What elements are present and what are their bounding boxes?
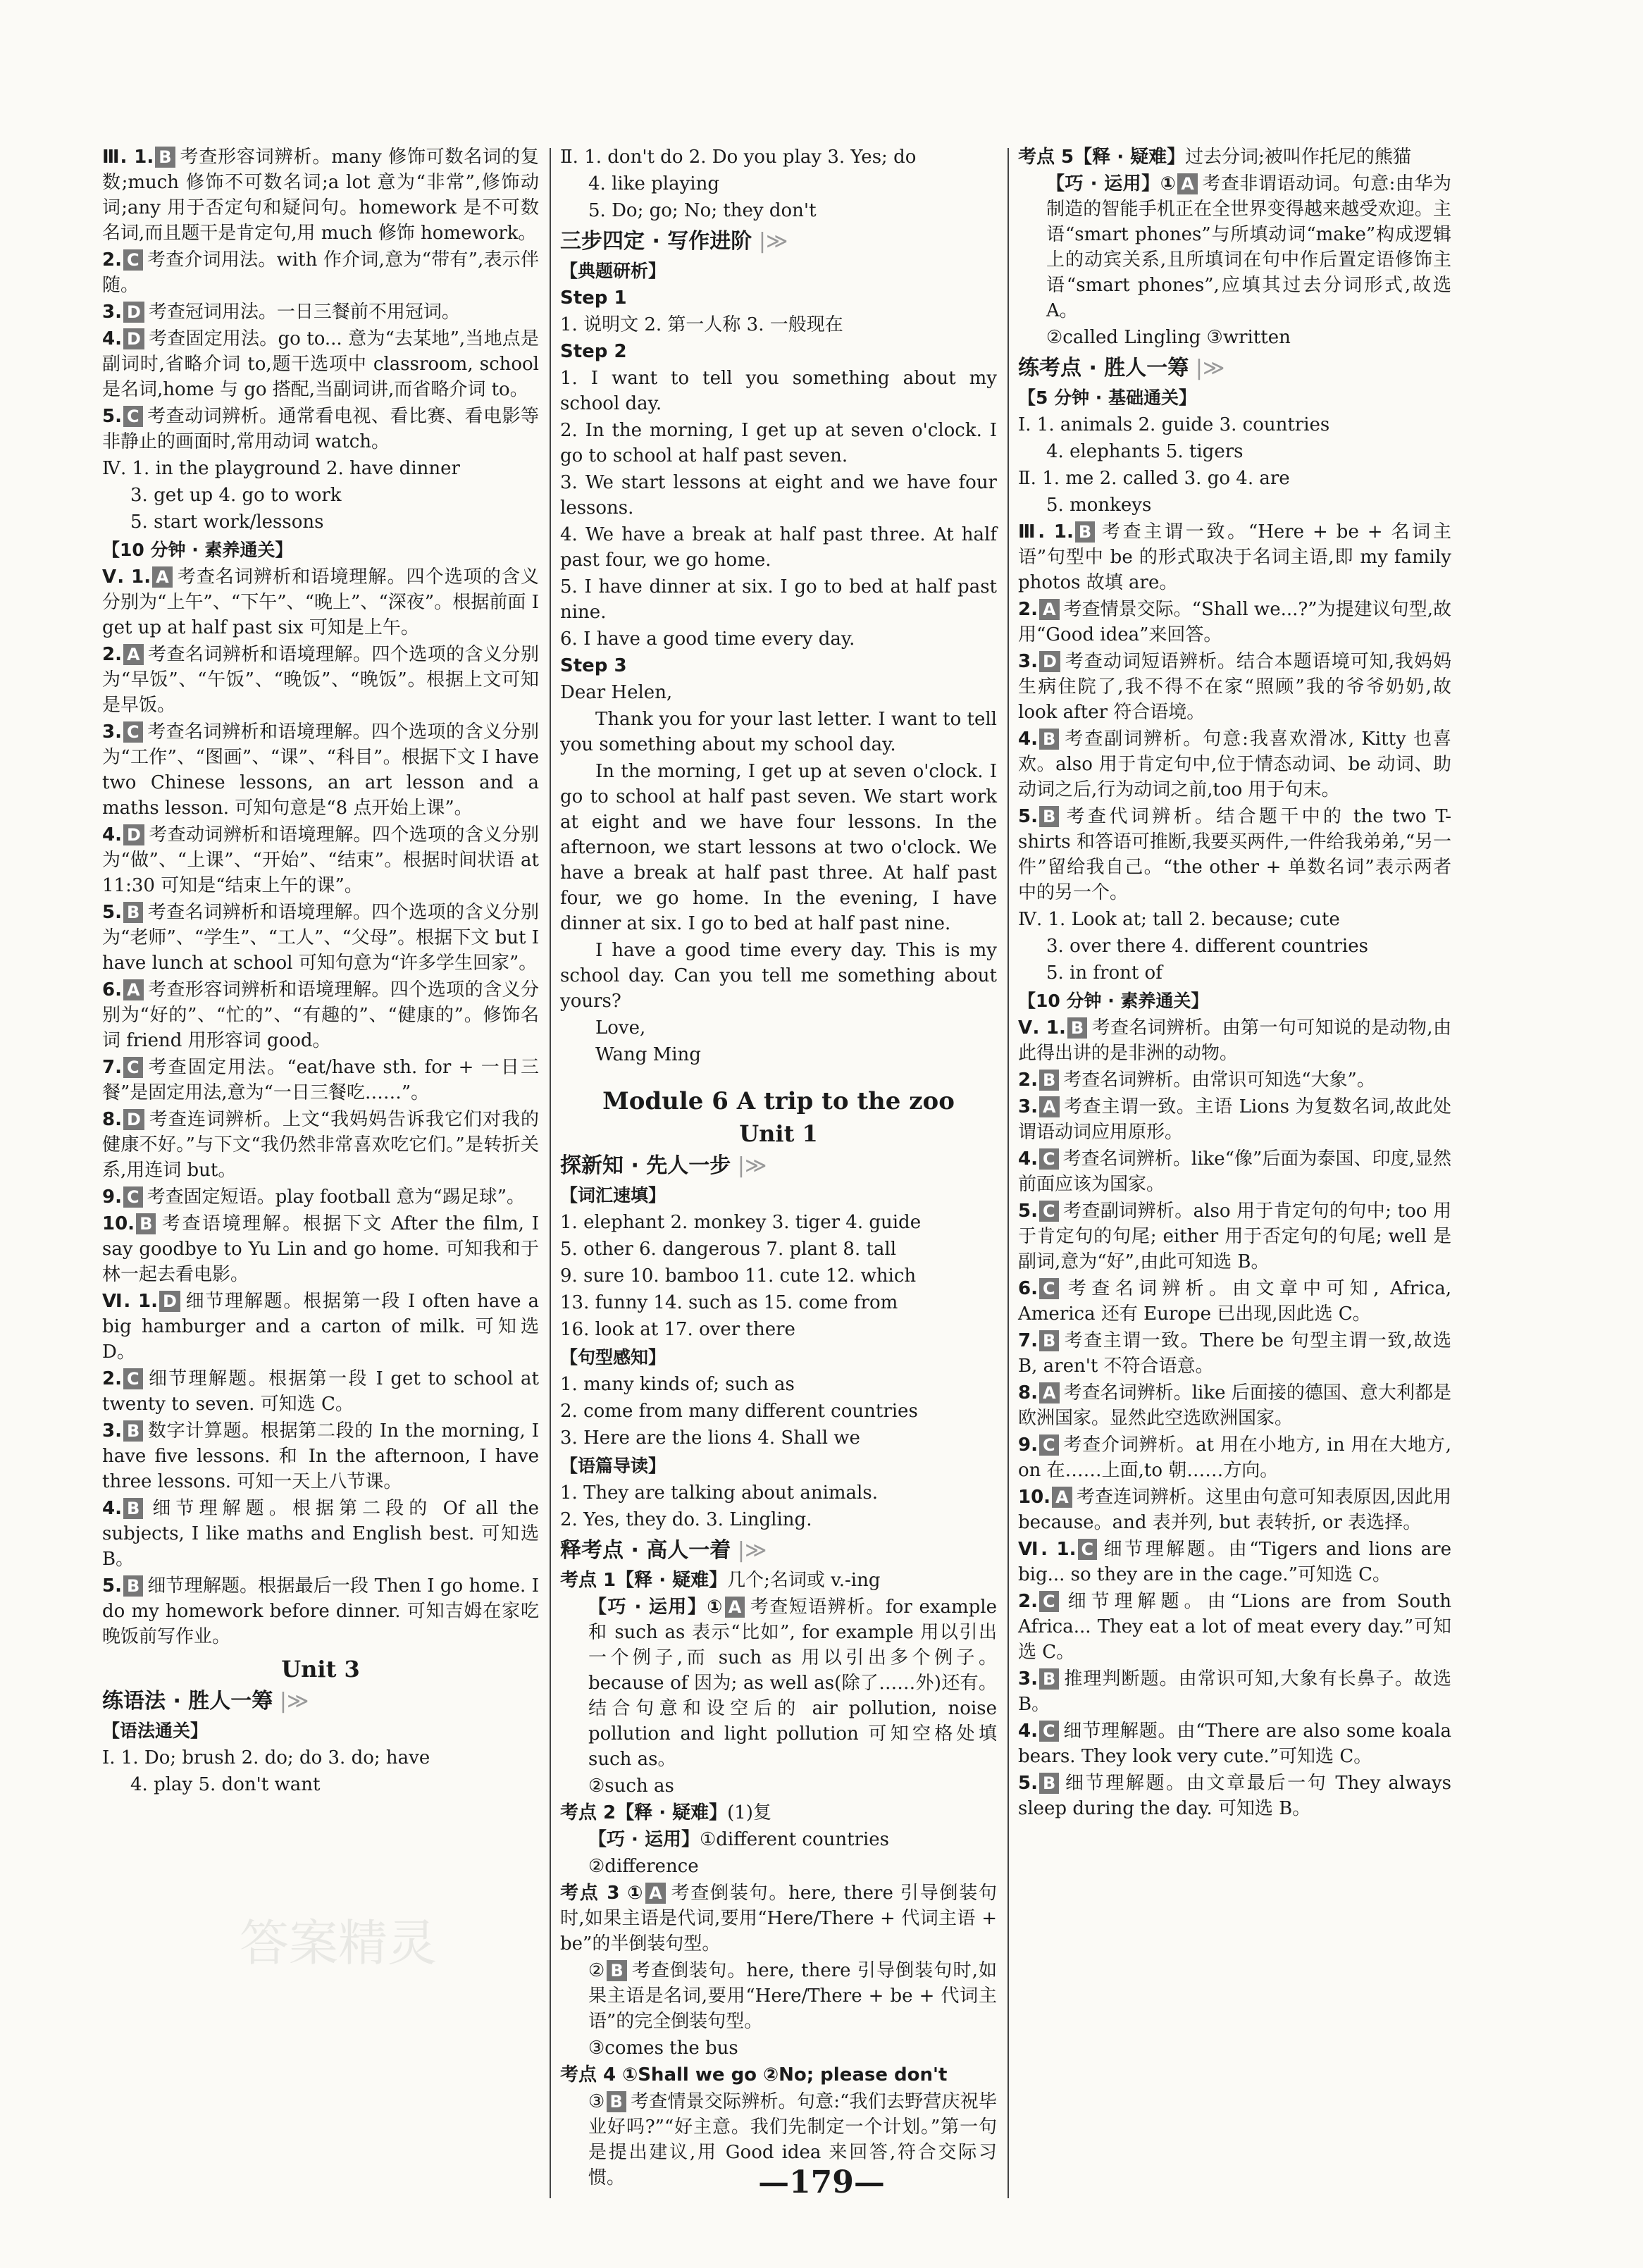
answer-item [1018,804,1451,905]
item-number: Ⅵ. 1. [102,1291,158,1312]
answer-item [1018,1589,1451,1665]
answer-explanation: 考查主谓一致。“Here + be + 名词主语”句型中 be 的形式取决于名词主语,即 my family photos 故填 are。 [1018,521,1451,593]
answer-explanation: 考查主谓一致。主语 Lions 为复数名词,故此处谓语动词应用原形。 [1018,1096,1451,1143]
answer-choice-box: A [152,566,173,588]
watermark: 答案精灵 [240,1914,437,1972]
answer-text: ①different countries [699,1829,890,1850]
answer-choice-box: C [1039,1148,1059,1170]
answer-choice-box: C [1039,1434,1059,1456]
answer-choice-box: B [1039,729,1059,750]
answer-line: Ⅳ. 1. in the playground 2. have dinner [102,458,460,479]
step-label: Step 3 [560,655,627,676]
answer-explanation: 考查名词辨析。like 后面接的德国、意大利都是欧洲国家。显然此空选欧洲国家。 [1018,1382,1451,1429]
answer-item [1018,1537,1451,1587]
answer-item [102,564,539,640]
section-bracket: 【10 分钟 · 素养通关】 [102,540,293,560]
section-heading: 练考点 · 胜人一筹 |≫ [1018,356,1451,381]
answer-line: Ⅱ. 1. me 2. called 3. go 4. are [1018,468,1290,489]
answer-item [102,247,539,298]
answer-line: 2. Yes, they do. 3. Lingling. [560,1509,812,1530]
item-number: 7. [1018,1330,1038,1351]
answer-item [1018,1015,1451,1066]
answer-text: 过去分词;被叫作托尼的熊猫 [1185,147,1411,168]
answer-explanation: 数字计算题。根据第二段的 In the morning, I have five lessons. 和 In the afternoon, I have three lessons. 可知一天上八节课。 [102,1420,539,1492]
letter-closing: Love, [595,1017,646,1039]
item-number: 3. [1018,1096,1038,1117]
answer-choice-box: D [123,328,144,349]
item-number: Ⅴ. 1. [102,566,151,588]
kaodian-label: 【巧 · 运用】① [588,1597,724,1618]
answer-line: 3. Here are the lions 4. Shall we [560,1427,860,1449]
answer-line: 16. look at 17. over there [560,1319,795,1340]
answer-line: Ⅳ. 1. Look at; tall 2. because; cute [1018,909,1340,930]
item-number: 4. [1018,1148,1038,1170]
item-number: 3. [102,721,122,743]
answer-explanation: 细节理解题。由“There are also some koala bears. They look very cute.”可知选 C。 [1018,1721,1451,1767]
answer-item [102,326,539,402]
answer-explanation: 细节理解题。根据第二段的 Of all the subjects, I like maths and English best. 可知选 B。 [102,1498,539,1570]
answer-explanation: 考查代词辨析。结合题干中的 the two T-shirts 和答语可推断,我要买两件,一件给我弟弟,“另一件”留给我自己。“the other + 单数名词”表示两者中的另一个。 [1018,806,1451,903]
answer-explanation: 考查副词辨析。also 用于肯定句的句中; too 用于肯定句的句尾; either 用于否定句的句尾; well 是副词,意为“好”,由此可知选 B。 [1018,1201,1451,1272]
item-number: 4. [1018,729,1038,750]
answer-item [102,1211,539,1287]
answer-line [560,1800,997,1826]
answer-explanation: 考查情景交际。“Shall we...?”为提建议句型,故用“Good idea”来回答。 [1018,599,1451,645]
item-number: 2. [102,644,122,665]
answer-item [1018,726,1451,803]
answer-item [102,719,539,821]
kaodian-label: 考点 1【释 · 疑难】 [560,1570,728,1591]
answer-choice-box: C [123,406,143,427]
answer-line: Ⅰ. 1. animals 2. guide 3. countries [1018,414,1330,435]
answer-line: 1. 说明文 2. 第一人称 3. 一般现在 [560,314,843,335]
item-number: 7. [102,1057,122,1078]
answer-item [1018,1198,1451,1275]
answer-explanation: 考查形容词辨析和语境理解。四个选项的含义分别为“好的”、“忙的”、“有趣的”、“健康的”。修饰名词 friend 用形容词 good。 [102,979,539,1051]
item-number: 2. [102,249,122,271]
answer-explanation: 考查语境理解。根据下文 After the film, I say goodbye to Yu Lin and go home. 可知我和于林一起去看电影。 [102,1213,539,1285]
answer-explanation: 考查名词辨析。like“像”后面为泰国、印度,显然前面应该为国家。 [1018,1148,1451,1195]
answer-explanation: 考查固定用法。“eat/have sth. for + 一日三餐”是固定用法,意为“一日三餐吃……”。 [102,1057,539,1103]
answer-line: 6. I have a good time every day. [560,628,855,650]
answer-line: ③comes the bus [588,2038,738,2059]
answer-line [1018,144,1451,170]
answer-choice-box: C [123,721,143,743]
page-number: —179— [758,2164,885,2200]
answer-line [560,1594,997,1772]
item-number: 3. [1018,651,1038,672]
answer-line: 3. We start lessons at eight and we have four lessons. [560,472,997,519]
answer-item [102,977,539,1053]
answer-line: Ⅱ. 1. don't do 2. Do you play 3. Yes; do [560,147,917,168]
answer-choice-box: B [123,902,143,923]
letter-paragraph: Thank you for your last letter. I want to tell you something about my school day. [560,709,997,755]
answer-choice-box: C [1039,1721,1059,1742]
kaodian-label: 考点 4 ①Shall we go ②No; please don't [560,2064,948,2086]
letter-paragraph: I have a good time every day. This is my school day. Can you tell me something about yours? [560,940,997,1012]
answer-choice-box: B [1039,1330,1059,1351]
answer-explanation: 考查名词辨析和语境理解。四个选项的含义分别为“工作”、“图画”、“课”、“科目”。根据下文 I have two Chinese lessons, an art lesson and a maths lesson. 可知句意是“8 点开始上课”。 [102,721,539,819]
answer-choice-box: B [123,1420,143,1442]
item-number: Ⅲ. 1. [102,147,154,168]
item-number: 4. [102,1498,122,1519]
item-number: 5. [102,406,122,427]
answer-choice-box: A [123,979,144,1000]
answer-choice-box: C [123,1368,143,1389]
answer-choice-box: A [1039,599,1060,620]
kaodian-label: 【巧 · 运用】 [588,1829,700,1850]
item-number: 6. [102,979,122,1000]
answer-line [560,1827,997,1852]
column-2 [560,144,997,2192]
answer-explanation: 考查动词短语辨析。结合本题语境可知,我妈妈生病住院了,我不得不在家“照顾”我的爷爷奶奶,故 look after 符合语境。 [1018,651,1451,723]
answer-item [1018,1666,1451,1717]
answer-text: 考查情景交际辨析。句意:“我们去野营庆祝毕业好吗?”“好主意。我们先制定一个计划。”第一句是提出建议,用 Good idea 来回答,符合交际习惯。 [588,2091,997,2188]
answer-item [102,900,539,976]
answer-line: 2. come from many different countries [560,1401,918,1422]
answer-text: ③ [588,2091,605,2112]
answer-choice-box: B [1039,1070,1059,1091]
kaodian-label: 考点 3 ① [560,1883,645,1904]
answer-item [102,1289,539,1365]
answer-item [102,1573,539,1649]
answer-line: 13. funny 14. such as 15. come from [560,1292,898,1313]
item-number: 5. [102,902,122,923]
answer-line: 1. many kinds of; such as [560,1374,795,1395]
answer-line: 1. They are talking about animals. [560,1482,878,1504]
answer-choice-box: C [123,249,143,271]
answer-choice-box: C [123,1186,143,1208]
answer-line: 4. like playing [588,173,719,194]
item-number: 2. [102,1368,122,1389]
answer-item [102,1418,539,1494]
item-number: 5. [1018,1773,1038,1794]
answer-item [1018,1771,1451,1821]
answer-line: ②such as [588,1776,674,1797]
item-number: 9. [102,1186,122,1208]
item-number: 6. [1018,1278,1038,1299]
answer-explanation: 考查连词辨析。上文“我妈妈告诉我它们对我的健康不好。”与下文“我仍然非常喜欢吃它们。”是转折关系,用连词 but。 [102,1109,539,1181]
section-bracket: 【10 分钟 · 素养通关】 [1018,991,1209,1011]
answer-line: 4. elephants 5. tigers [1046,441,1244,462]
answer-text: 考查非谓语动词。句意:由华为制造的智能手机正在全世界变得越来越受欢迎。主语“smart phones”与所填动词“make”构成逻辑上的动宾关系,且所填词在句中作后置定语修饰主语“smart phones”,应填其过去分词形式,故选 A。 [1046,173,1451,321]
item-number: 10. [102,1213,135,1234]
section-heading: 释考点 · 高人一着 |≫ [560,1538,997,1563]
unit-heading: Unit 3 [281,1656,360,1683]
answer-item [102,1184,539,1210]
column-divider [1008,148,1009,2198]
answer-item [1018,1094,1451,1145]
answer-explanation: 细节理解题。由文章最后一句 They always sleep during the day. 可知选 B。 [1018,1773,1451,1819]
answer-choice-box: A [123,644,144,665]
section-heading: 三步四定 · 写作进阶 |≫ [560,229,997,254]
answer-line [560,1880,997,1957]
answer-text: (1)复 [727,1802,771,1823]
item-number: Ⅵ. 1. [1018,1539,1077,1560]
answer-explanation: 考查冠词用法。一日三餐前不用冠词。 [148,302,460,323]
answer-line: 3. get up 4. go to work [130,485,342,506]
answer-choice-box: C [1078,1539,1098,1560]
answer-line: 2. In the morning, I get up at seven o'clock. I go to school at half past seven. [560,420,997,466]
answer-explanation: 细节理解题。由“Tigers and lions are big... so they are in the cage.”可知选 C。 [1018,1539,1451,1585]
answer-explanation: 考查连词辨析。这里由句意可知表原因,因此用 because。and 表并列, but 表转折, or 表选择。 [1018,1487,1451,1533]
answer-choice-box: A [725,1597,745,1618]
answer-item [1018,1718,1451,1769]
item-number: 5. [1018,806,1038,827]
answer-choice-box: D [123,824,144,845]
answer-choice-box: B [1039,806,1059,827]
answer-choice-box: A [645,1883,666,1904]
answer-item [1018,1146,1451,1197]
item-number: 3. [102,1420,122,1442]
column-3 [1018,144,1451,1823]
answer-choice-box: A [1039,1382,1060,1403]
letter-paragraph: In the morning, I get up at seven o'clock. I go to school at half past seven. We start work at eight and we have four lessons. In the afternoon, we start lessons at two o'clock. We have a break at half past three. At half past four, we go home. In the evening, I have dinner at six. I go to bed at half past nine. [560,761,997,934]
answer-item [1018,1067,1451,1093]
answer-line: 5. I have dinner at six. I go to bed at half past nine. [560,576,997,623]
answer-explanation: 考查名词辨析和语境理解。四个选项的含义分别为“老师”、“学生”、“工人”、“父母”。根据下文 but I have lunch at school 可知句意为“许多学生回家”。 [102,902,539,974]
kaodian-label: 【巧 · 运用】① [1046,173,1177,194]
item-number: 9. [1018,1434,1038,1456]
answer-choice-box: C [1039,1591,1059,1612]
answer-item [102,822,539,898]
kaodian-label: 考点 2【释 · 疑难】 [560,1802,728,1823]
item-number: Ⅴ. 1. [1018,1017,1066,1039]
column-1 [102,144,539,1799]
answer-explanation: 考查介词辨析。at 用在小地方, in 用在大地方, on 在……上面,to 朝……方向。 [1018,1434,1451,1481]
unit-heading: Unit 1 [739,1120,818,1147]
item-number: 2. [1018,1591,1038,1612]
answer-explanation: 考查固定短语。play football 意为“踢足球”。 [147,1186,526,1208]
answer-choice-box: A [1052,1487,1072,1508]
section-bracket: 【语法通关】 [102,1721,209,1741]
answer-explanation: 细节理解题。由“Lions are from South Africa... They eat a lot of meat every day.”可知选 C。 [1018,1591,1451,1663]
answer-line [560,2062,997,2088]
answer-item [102,299,539,325]
answer-line: 1. I want to tell you something about my school day. [560,368,997,414]
answer-line [1018,171,1451,323]
answer-explanation: 细节理解题。根据第一段 I often have a big hamburger and a carton of milk. 可知选 D。 [102,1291,539,1363]
section-heading: 练语法 · 胜人一筹 |≫ [102,1689,539,1714]
item-number: 8. [102,1109,122,1130]
answer-text: 几个;名词或 v.-ing [727,1570,881,1591]
answer-line: 4. We have a break at half past three. At half past four, we go home. [560,524,997,571]
item-number: 4. [102,824,122,845]
answer-item [102,1496,539,1572]
answer-choice-box: D [1039,651,1060,672]
answer-choice-box: B [1039,1668,1059,1690]
answer-explanation: 考查介词用法。with 作介词,意为“带有”,表示伴随。 [102,249,539,296]
answer-line [560,1568,997,1593]
answer-text: 考查倒装句。here, there 引导倒装句时,如果主语是名词,要用“Here/There + be + 代词主语”的完全倒装句型。 [588,1960,998,2032]
column-divider [550,148,551,2198]
answer-choice-box: C [1039,1278,1059,1299]
answer-choice-box: D [159,1291,180,1312]
answer-item [1018,1328,1451,1379]
answer-choice-box: B [136,1213,156,1234]
answer-choice-box: B [1039,1773,1059,1794]
answer-explanation: 考查动词辨析和语境理解。四个选项的含义分别为“做”、“上课”、“开始”、“结束”。根据时间状语 at 11:30 可知是“结束上午的课”。 [102,824,539,896]
answer-choice-box: A [1177,173,1198,194]
answer-explanation: 细节理解题。根据最后一段 Then I go home. I do my homework before dinner. 可知吉姆在家吃晚饭前写作业。 [102,1575,539,1647]
answer-item [1018,519,1451,595]
answer-choice-box: A [1039,1096,1060,1117]
answer-line: ②difference [588,1856,699,1877]
section-bracket: 【典题研析】 [560,261,666,281]
answer-text: ② [588,1960,606,1981]
section-bracket: 【句型感知】 [560,1347,666,1368]
answer-item [1018,597,1451,647]
section-bracket: 【词汇速填】 [560,1185,666,1206]
answer-item [102,642,539,718]
answer-choice-box: B [1067,1017,1087,1039]
answer-explanation: 推理判断题。由常识可知,大象有长鼻子。故选 B。 [1018,1668,1451,1715]
step-label: Step 1 [560,287,627,309]
answer-explanation: 考查名词辨析和语境理解。四个选项的含义分别为“早饭”、“午饭”、“晚饭”、“晚饭”。根据上文可知是早饭。 [102,644,539,716]
item-number: 8. [1018,1382,1038,1403]
answer-item [102,404,539,454]
answer-item [1018,649,1451,725]
answer-line: ②called Lingling ③written [1046,327,1291,348]
item-number: 2. [1018,1070,1038,1091]
answer-item [102,144,539,246]
answer-line: 4. play 5. don't want [130,1774,321,1795]
item-number: 2. [1018,599,1038,620]
answer-explanation: 考查名词辨析和语境理解。四个选项的含义分别为“上午”、“下午”、“晚上”、“深夜”。根据前面 I get up at half past six 可知是上午。 [102,566,539,638]
item-number: 4. [102,328,122,349]
answer-item [102,1366,539,1417]
answer-explanation: 考查主谓一致。There be 句型主谓一致,故选 B, aren't 不符合语意。 [1018,1330,1451,1377]
answer-line: 5. other 6. dangerous 7. plant 8. tall [560,1239,897,1260]
answer-line: 5. monkeys [1046,495,1152,516]
letter-greeting: Dear Helen, [560,682,673,703]
answer-line: 5. start work/lessons [130,512,324,533]
answer-line: 9. sure 10. bamboo 11. cute 12. which [560,1265,917,1287]
answer-explanation: 考查副词辨析。句意:我喜欢滑冰, Kitty 也喜欢。also 用于肯定句中,位于情态动词、be 动词、助动词之后,行为动词之前,too 用于句末。 [1018,729,1451,800]
answer-text: 考查倒装句。here, there 引导倒装句时,如果主语是代词,要用“Here/There + 代词主语 + be”的半倒装句型。 [560,1883,997,1954]
answer-line: 5. Do; go; No; they don't [588,200,817,221]
answer-item [102,1055,539,1105]
answer-choice-box: C [1039,1201,1059,1222]
item-number: 5. [1018,1201,1038,1222]
answer-line: Ⅰ. 1. Do; brush 2. do; do 3. do; have [102,1747,430,1768]
item-number: 10. [1018,1487,1051,1508]
answer-item [1018,1432,1451,1483]
answer-choice-box: D [123,1109,144,1130]
answer-explanation: 考查形容词辨析。many 修饰可数名词的复数;much 修饰不可数名词;a lot 意为“非常”,修饰动词;any 用于否定句和疑问句。homework 是不可数名词,而且题干是肯定句,用 much 修饰 homework。 [102,147,539,244]
module-heading: Module 6 A trip to the zoo [602,1087,955,1115]
answer-item [102,1107,539,1183]
item-number: 4. [1018,1721,1038,1742]
answer-text: 考查短语辨析。for example 和 such as 表示“比如”, for example 用以引出一个例子,而 such as 用以引出多个例子。because of 因为; as well as(除了……外)还有。结合句意和设空后的 air pollution, noise pollution and light pollution 可知空格处填 such as。 [588,1597,997,1770]
answer-choice-box: B [607,2091,626,2112]
answer-line: 1. elephant 2. monkey 3. tiger 4. guide [560,1212,922,1233]
answer-item [1018,1380,1451,1431]
answer-line: 3. over there 4. different countries [1046,936,1368,957]
item-number: Ⅲ. 1. [1018,521,1074,543]
answer-explanation: 细节理解题。根据第一段 I get to school at twenty to seven. 可知选 C。 [102,1368,539,1415]
step-label: Step 2 [560,341,627,362]
answer-choice-box: C [123,1057,143,1078]
answer-item [1018,1485,1451,1535]
answer-choice-box: B [123,1498,143,1519]
section-bracket: 【5 分钟 · 基础通关】 [1018,388,1197,408]
answer-choice-box: B [155,147,175,168]
answer-explanation: 考查动词辨析。通常看电视、看比赛、看电影等非静止的画面时,常用动词 watch。 [102,406,539,452]
answer-choice-box: B [607,1960,626,1981]
letter-signature: Wang Ming [595,1044,701,1065]
answer-choice-box: D [123,302,144,323]
section-heading: 探新知 · 先人一步 |≫ [560,1153,997,1179]
item-number: 3. [1018,1668,1038,1690]
answer-explanation: 考查名词辨析。由文章中可知, Africa, America 还有 Europe 已出现,因此选 C。 [1018,1278,1451,1325]
answer-item [1018,1276,1451,1327]
answer-explanation: 考查名词辨析。由第一句可知说的是动物,由此得出讲的是非洲的动物。 [1018,1017,1451,1064]
answer-choice-box: B [123,1575,143,1597]
item-number: 3. [102,302,122,323]
model-letter [560,680,997,1067]
answer-choice-box: B [1075,521,1095,543]
answer-explanation: 考查固定用法。go to... 意为“去某地”,当地点是副词时,省略介词 to,题干选项中 classroom, school 是名词,home 与 go 搭配,当副词讲,而省略介词 to。 [102,328,539,400]
answer-line [560,1958,997,2034]
answer-explanation: 考查名词辨析。由常识可知选“大象”。 [1063,1070,1375,1091]
kaodian-label: 考点 5【释 · 疑难】 [1018,147,1186,168]
answer-line: 5. in front of [1046,962,1162,984]
item-number: 5. [102,1575,122,1597]
section-bracket: 【语篇导读】 [560,1456,666,1476]
